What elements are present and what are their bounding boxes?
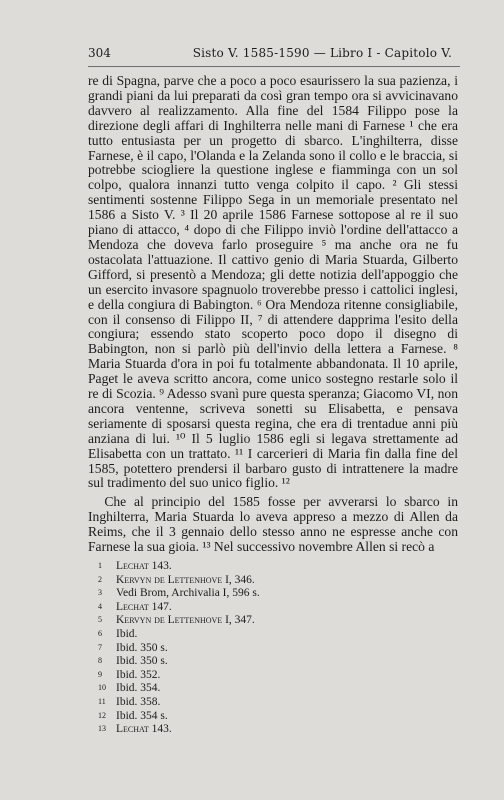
footnote-number: 5: [98, 615, 102, 625]
footnote-text: Lechat 147.: [116, 600, 172, 613]
footnote-text: Kervyn de Lettenhove I, 347.: [116, 614, 255, 627]
footnote: [98, 723, 418, 737]
footnote: [98, 655, 418, 669]
footnote-number: 2: [98, 574, 102, 584]
footnote-number: 8: [98, 656, 102, 666]
footnote-number: 13: [98, 724, 106, 734]
footnote-number: 7: [98, 642, 102, 652]
footnote-number: 4: [98, 601, 102, 611]
main-text: [88, 74, 458, 555]
footnote: [98, 601, 418, 615]
footnote: [98, 696, 418, 710]
running-title: Sisto V. 1585-1590 — Libro I - Capitolo V.: [192, 46, 452, 60]
footnote-number: 10: [98, 683, 106, 693]
footnote-text: Kervyn de Lettenhove I, 346.: [116, 573, 255, 586]
footnote: [98, 628, 418, 642]
footnote-text: Ibid. 352.: [116, 668, 161, 681]
footnote-text: Ibid. 354 s.: [116, 709, 168, 722]
footnote-number: 12: [98, 710, 106, 720]
page-number: 304: [88, 46, 111, 60]
footnote-number: 6: [98, 628, 102, 638]
footnote-number: 3: [98, 588, 102, 598]
footnote-text: Ibid. 350 s.: [116, 655, 168, 668]
paragraph-2: Che al principio del 1585 fosse per avverarsi lo sbarco in Inghilterra, Maria Stuarda lo aveva appreso a mezzo di Allen da Reims, che il 3 gennaio dello stesso anno ne espresse anche con Farnese la sua gioia. ¹³ Nel successivo novembre Allen si recò a: [88, 494, 458, 555]
paragraph-1: re di Spagna, parve che a poco a poco esaurissero la sua pazienza, i grandi piani da lui preparati da così gran tempo ora si avvicinavano davvero al realizzamento. Alla fine del 1584 Filippo pose la direzione degli affari di Inghilterra nelle mani di Farnese ¹ che era tutto entusiasta per un progetto di sbarco. L'inghilterra, disse Farnese, è il capo, l'Olanda e la Zelanda sono il collo e le braccia, si potrebbe sciogliere la questione inglese e fiamminga con un sol colpo, qualora innanzi tutto venga colpito il capo. ² Gli stessi sentimenti sostenne Filippo Sega in un memoriale presentato nel 1586 a Sisto V. ³ Il 20 aprile 1586 Farnese sottopose al re il suo piano di attacco, ⁴ dopo di che Filippo inviò l'ordine dell'attacco a Mendoza che doveva farlo proseguire ⁵ ma anche ora ne fu ostacolata l'attuazione. Il cattivo genio di Maria Stuarda, Gilberto Gifford, si presentò a Mendoza; gli dette notizia dell'appoggio che un esercito invasore spagnuolo troverebbe presso i cattolici inglesi, e della congiura di Babington. ⁶ Ora Mendoza ritenne consigliabile, con il consenso di Filippo II, ⁷ di attendere dapprima l'esito della congiura; essendo stato scoperto poco dopo il disegno di Babington, non si parlò più dell'invio della lettera a Farnese. ⁸ Maria Stuarda d'ora in poi fu totalmente abbandonata. Il 10 aprile, Paget le aveva scritto ancora, come unico sostegno restarle solo il re di Scozia. ⁹ Adesso svanì pure questa speranza; Giacomo VI, non ancora ventenne, scriveva sonetti su Elisabetta, e pensava seriamente di sposarsi questa regina, che era di trentadue anni più anziana di lui. ¹⁰ Il 5 luglio 1586 egli si legava strettamente ad Elisabetta con un trattato. ¹¹ I carcerieri di Maria fin dalla fine del 1585, potettero prendersi il barbaro gusto di intrattenere la madre sul tradimento del suo unico figlio. ¹²: [88, 73, 458, 491]
footnote-number: 9: [98, 669, 102, 679]
footnote-text: Lechat 143.: [116, 560, 172, 572]
header-rule: [88, 66, 460, 67]
footnotes: [98, 560, 418, 737]
footnote: [98, 574, 418, 588]
footnote-text: Vedi Brom, Archivalia I, 596 s.: [116, 587, 260, 600]
footnote: [98, 614, 418, 628]
footnote: [98, 587, 418, 601]
footnote-text: Ibid.: [116, 627, 138, 640]
footnote: [98, 669, 418, 683]
footnote-text: Ibid. 350 s.: [116, 641, 168, 654]
footnote-text: Lechat 143.: [116, 723, 172, 736]
footnote: [98, 642, 418, 656]
footnote-text: Ibid. 358.: [116, 695, 161, 708]
footnote: [98, 560, 418, 574]
footnote: [98, 710, 418, 724]
footnote: [98, 682, 418, 696]
footnote-text: Ibid. 354.: [116, 682, 161, 695]
running-header: [88, 46, 464, 62]
footnote-number: 1: [98, 561, 102, 570]
footnote-number: 11: [98, 696, 106, 706]
